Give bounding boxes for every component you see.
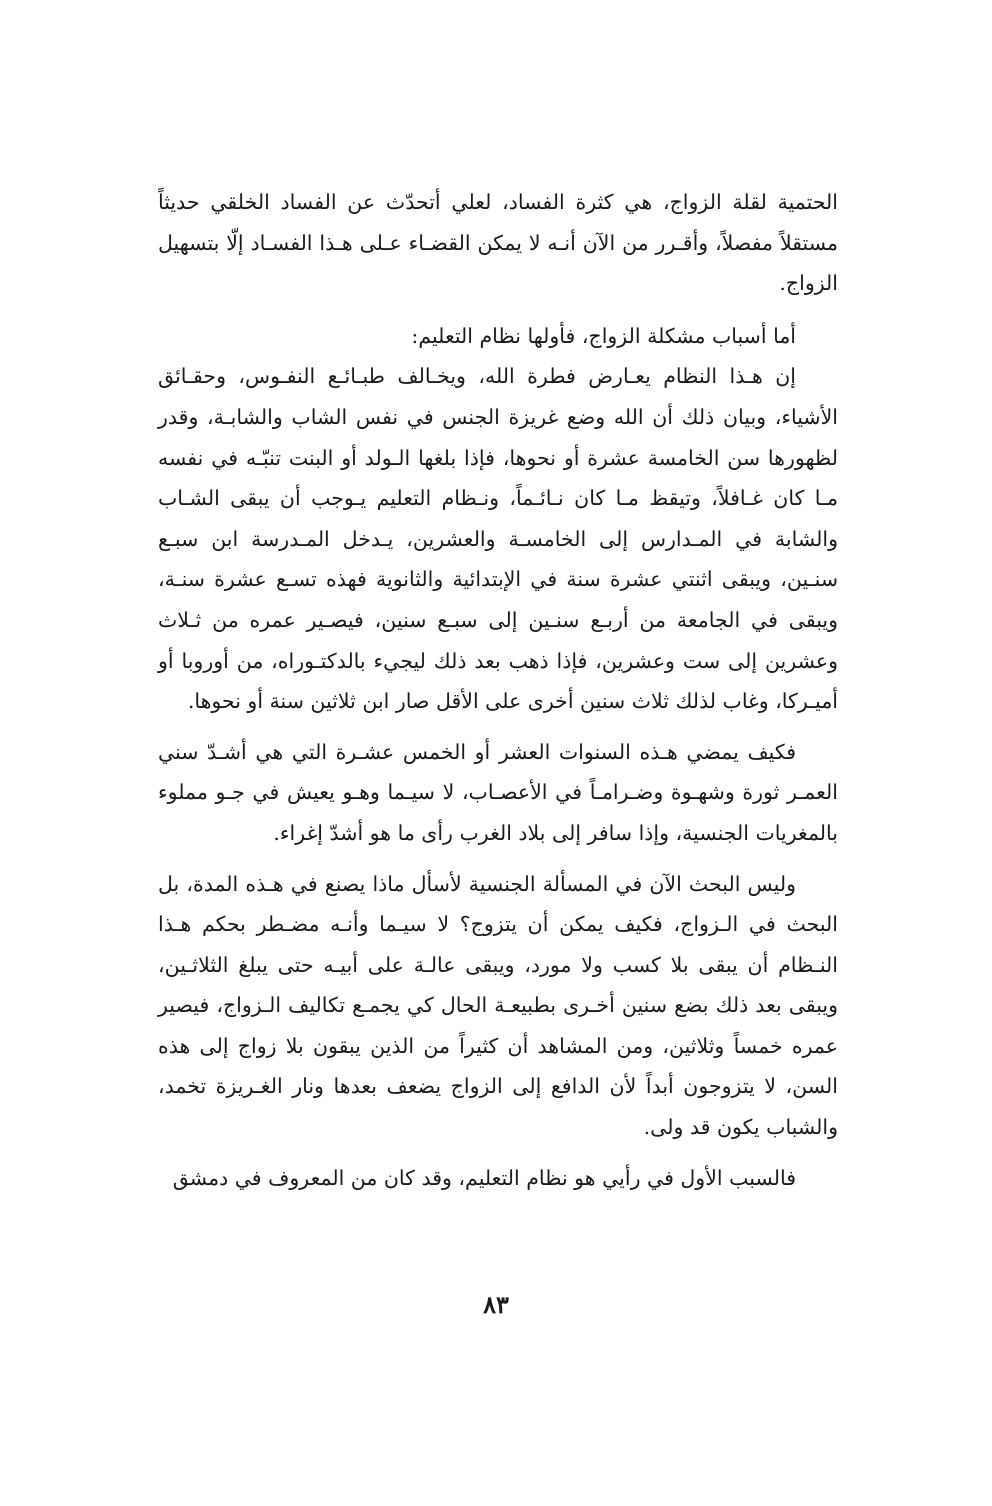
paragraph-causes-intro: أما أسباب مشكلة الزواج، فأولها نظام التعليم: [411,323,796,348]
paragraph-marriage-question: وليس البحث الآن في المسألة الجنسية لأسأل ماذا يصنع في هـذه المدة، بل البحث في الـزواج، فكيف يمكن أن يتزوج؟ لا سيـما وأنـه مضـطر بحكم هـذا النـظام أن يبقى بلا كسب ولا مورد، ويبقى عالـة على أبيـه حتى يبلغ الثلاثـين، ويبقى بعد ذلك بضع سنين أخـرى بطبيعـة الحال كي يجمـع تكاليف الـزواج، فيصير عمره خمساً وثلاثين، ومن المشاهد أن كثيراً من الذين يبقون بلا زواج إلى هذه السن، لا يتزوجون أبداً لأن الدافع إلى الزواج يضعف بعدها ونار الغـريزة تخمد، والشباب يكون قد ولى. [158,871,838,1140]
paragraph-continuation: الحتمية لقلة الزواج، هي كثرة الفساد، لعلي أتحدّث عن الفساد الخلقي حديثاً مستقلاً مفصلاً، وأقـرر من الآن أنـه لا يمكن القضـاء عـلى هـذا الفسـاد إلّا بتسهيل الزواج. [158,190,838,296]
paragraph-first-cause: فالسبب الأول في رأيي هو نظام التعليم، وقد كان من المعروف في دمشق [172,1165,796,1190]
paragraph-how-to-spend-years: فكيف يمضي هـذه السنوات العشر أو الخمس عشـرة التي هي أشـدّ سني العمـر ثورة وشهـوة وضـرامـاً في الأعصـاب، لا سيـما وهـو يعيش في جـو مملوء بالمغريات الجنسية، وإذا سافر إلى بلاد الغرب رأى ما هو أشدّ إغراء. [158,739,838,845]
page-body [158,182,838,1198]
page-number: ٨٣ [483,1290,509,1319]
paragraph-education-system: إن هـذا النظام يعـارض فطرة الله، ويخـالف طبـائـع النفـوس، وحقـائق الأشياء، وبيان ذلك أن الله وضع غريزة الجنس في نفس الشاب والشابـة، وقدر لظهورها سن الخامسة عشرة أو نحوها، فإذا بلغها الـولد أو البنت تنبّـه في نفسه مـا كان غـافلاً، وتيقظ مـا كان نـائـماً، ونـظام التعليم يـوجب أن يبقى الشـاب والشابة في المـدارس إلى الخامسـة والعشرين، يـدخل المـدرسة ابن سبـع سنـين، ويبقى اثنتي عشرة سنة في الإبتدائية والثانوية فهذه تسـع عشرة سنـة، ويبقى في الجامعة من أربـع سنـين إلى سبـع سنين، فيصـير عمره من ثـلاث وعشرين إلى ست وعشرين، فإذا ذهب بعد ذلك ليجيء بالدكتـوراه، من أوروبا أو أميـركا، وغاب لذلك ثلاث سنين أخرى على الأقل صار ابن ثلاثين سنة أو نحوها. [158,364,838,714]
